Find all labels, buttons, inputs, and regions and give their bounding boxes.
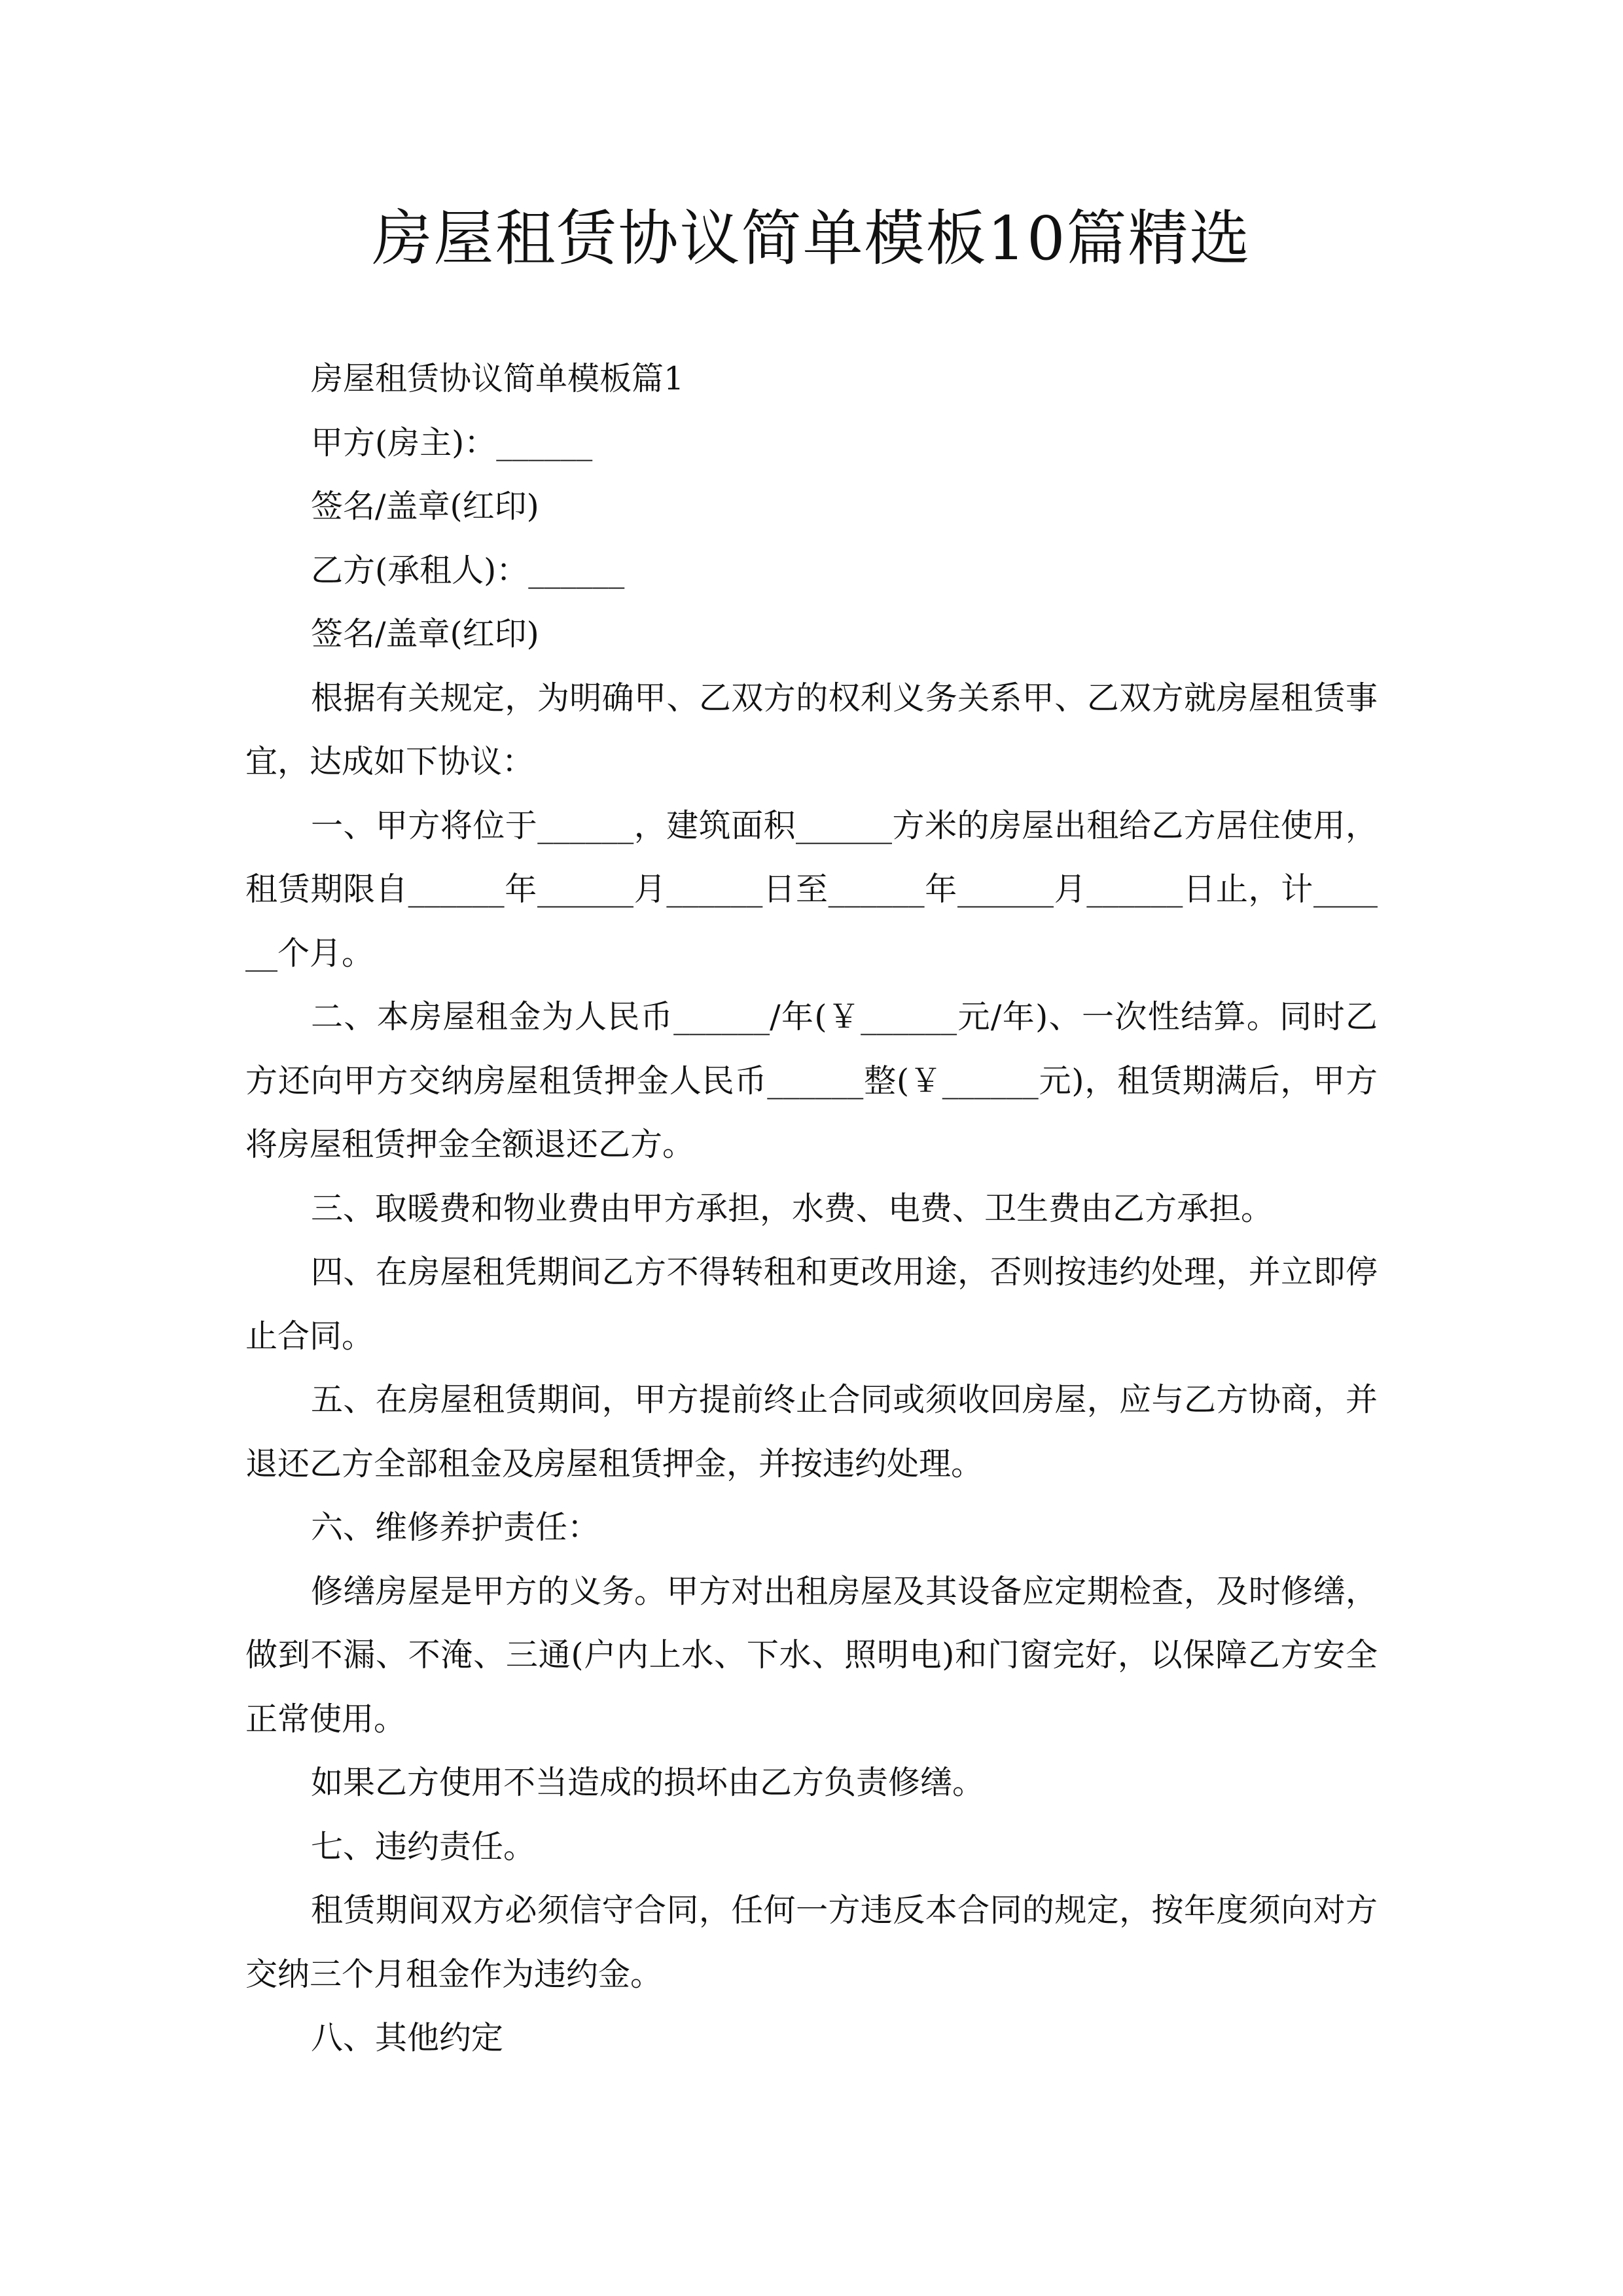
clause-6-body-paragraph: 修缮房屋是甲方的义务。甲方对出租房屋及其设备应定期检查，及时修缮，做到不漏、不淹、三通(户内上水、下水、照明电)和门窗完好，以保障乙方安全正常使用。 — [245, 1572, 1378, 1738]
clause-4-paragraph: 四、在房屋租凭期间乙方不得转租和更改用途，否则按违约处理，并立即停止合同。 — [245, 1253, 1378, 1355]
preamble-paragraph: 根据有关规定，为明确甲、乙双方的权利义务关系甲、乙双方就房屋租赁事宜，达成如下协议： — [245, 679, 1378, 780]
clause-2-paragraph: 二、本房屋租金为人民币______/年(￥______元/年)、一次性结算。同时乙方还向甲方交纳房屋租赁押金人民币______整(￥______元)，租赁期满后，甲方将房屋租赁押金全额退还乙方。 — [245, 998, 1378, 1163]
clause-7-heading: 七、违约责任。 — [311, 1827, 536, 1865]
clause-7-body-paragraph: 租赁期间双方必须信守合同，任何一方违反本合同的规定，按年度须向对方交纳三个月租金作为违约金。 — [245, 1892, 1378, 1993]
clause-5-paragraph: 五、在房屋租赁期间，甲方提前终止合同或须收回房屋，应与乙方协商，并退还乙方全部租金及房屋租赁押金，并按违约处理。 — [245, 1381, 1378, 1482]
clause-6-heading: 六、维修养护责任： — [311, 1509, 600, 1546]
document-body — [245, 347, 1378, 2070]
party-a-signature-line: 签名/盖章(红印) — [311, 488, 539, 525]
clause-6-note-paragraph: 如果乙方使用不当造成的损坏由乙方负责修缮。 — [311, 1764, 985, 1801]
document-title: 房屋租赁协议简单模板10篇精选 — [372, 204, 1251, 274]
clause-8-heading: 八、其他约定 — [311, 2019, 504, 2056]
clause-1-paragraph: 一、甲方将位于______，建筑面积______方米的房屋出租给乙方居住使用，租赁期限自______年______月______日至______年______月______日止，计______个月。 — [245, 806, 1378, 972]
party-a-line: 甲方(房主)：______ — [311, 423, 593, 461]
party-b-line: 乙方(承租人)：______ — [311, 551, 625, 589]
party-b-signature-line: 签名/盖章(红印) — [311, 615, 539, 653]
section-heading-template-1: 房屋租赁协议简单模板篇1 — [311, 360, 685, 397]
clause-3-paragraph: 三、取暖费和物业费由甲方承担，水费、电费、卫生费由乙方承担。 — [311, 1189, 1274, 1227]
